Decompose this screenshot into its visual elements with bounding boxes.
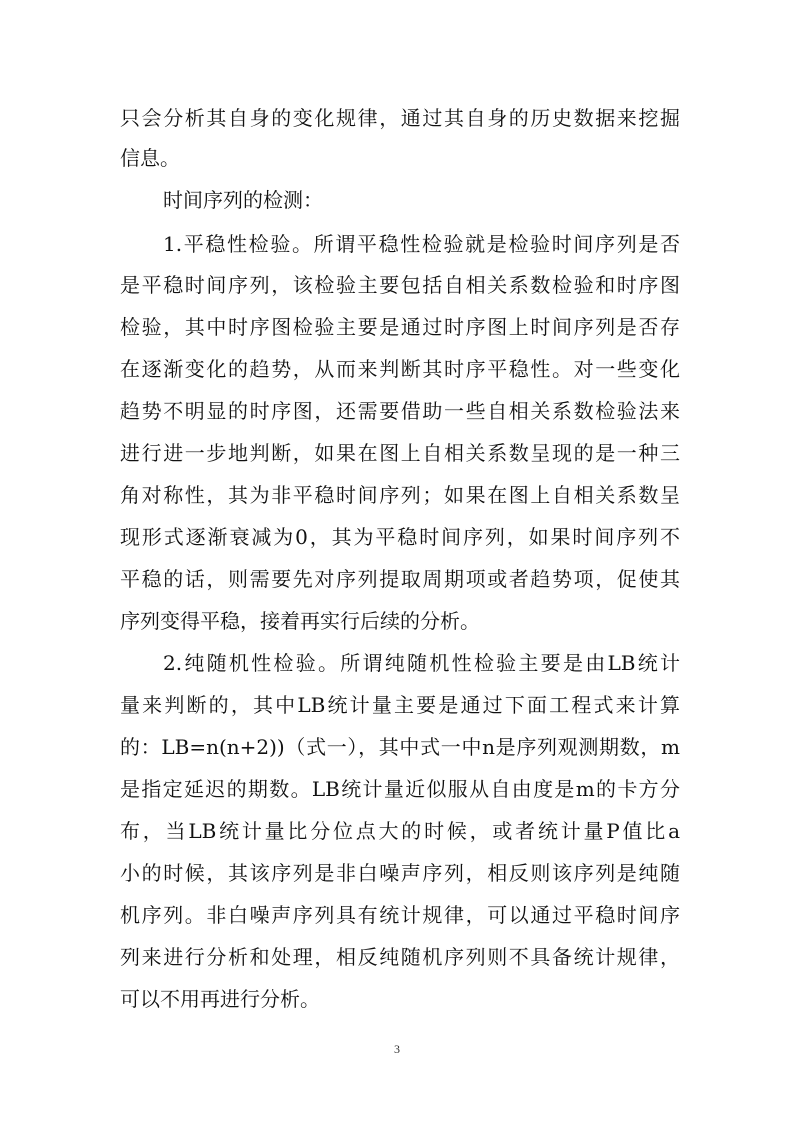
text-line: 是指定延迟的期数。LB统计量近似服从自由度是m的卡方分 [120,777,680,801]
section-heading: 时间序列的检测： [163,188,323,212]
text-line: 1.平稳性检验。所谓平稳性检验就是检验时间序列是否 [163,232,680,256]
text-line: 是平稳时间序列，该检验主要包括自相关系数检验和时序图 [120,273,680,297]
text-line: 趋势不明显的时序图，还需要借助一些自相关系数检验法来 [120,399,680,423]
text-line: 2.纯随机性检验。所谓纯随机性检验主要是由LB统计 [163,651,680,675]
text-line: 小的时候，其该序列是非白噪声序列，相反则该序列是纯随 [120,861,680,885]
text-line: 平稳的话，则需要先对序列提取周期项或者趋势项，促使其 [120,567,680,591]
text-line: 布，当LB统计量比分位点大的时候，或者统计量P值比a [120,819,680,843]
text-line: 只会分析其自身的变化规律，通过其自身的历史数据来挖掘 [120,106,680,130]
text-line: 角对称性，其为非平稳时间序列；如果在图上自相关系数呈 [120,483,680,507]
text-line: 进行进一步地判断，如果在图上自相关系数呈现的是一种三 [120,441,680,465]
text-line: 现形式逐渐衰减为0，其为平稳时间序列，如果时间序列不 [120,525,680,549]
text-line: 机序列。非白噪声序列具有统计规律，可以通过平稳时间序 [120,903,680,927]
text-line: 量来判断的，其中LB统计量主要是通过下面工程式来计算 [120,693,680,717]
page-number: 3 [394,1042,400,1056]
text-line: 序列变得平稳，接着再实行后续的分析。 [120,609,480,633]
text-line: 在逐渐变化的趋势，从而来判断其时序平稳性。对一些变化 [120,357,680,381]
text-line: 可以不用再进行分析。 [120,987,320,1011]
text-line: 列来进行分析和处理，相反纯随机序列则不具备统计规律， [120,945,680,969]
text-line: 的：LB=n(n+2))（式一），其中式一中n是序列观测期数，m [120,735,680,759]
text-line: 信息。 [120,146,180,170]
text-line: 检验，其中时序图检验主要是通过时序图上时间序列是否存 [120,315,680,339]
